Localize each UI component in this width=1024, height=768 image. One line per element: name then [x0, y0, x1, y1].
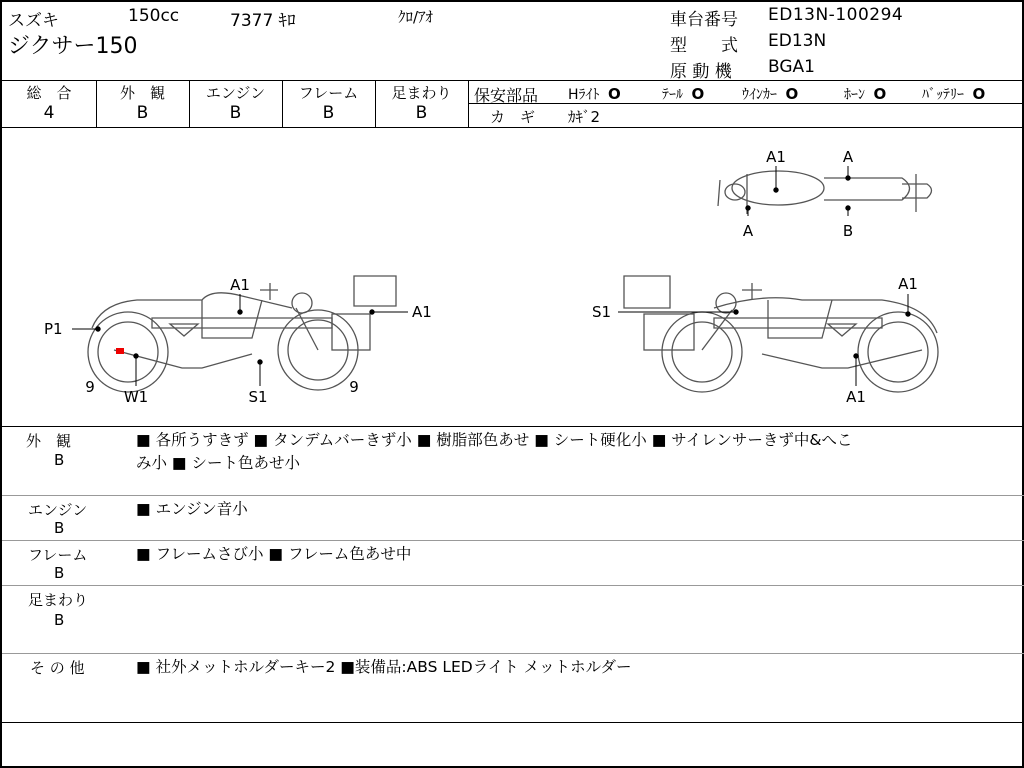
color: ｸﾛ/ｱｵ	[398, 8, 434, 26]
diagram-label: A1	[898, 275, 918, 293]
frame-no: ED13N-100294	[768, 5, 904, 25]
suspension-grade-label: 足まわり	[391, 84, 452, 102]
note-text-exterior-cont: み小 ■ シート色あせ小	[136, 454, 300, 472]
diagram-label: 9	[85, 378, 95, 396]
note-label-suspension: 足まわり	[28, 591, 89, 609]
damage-diagram	[2, 128, 1024, 426]
divider	[2, 80, 1024, 81]
maker: スズキ	[8, 11, 59, 31]
safety-mark: O	[972, 85, 986, 103]
diagram-label: A	[842, 148, 854, 166]
diagram-label: 9	[349, 378, 359, 396]
frame-grade-label: フレーム	[298, 84, 359, 102]
diagram-label: A1	[230, 276, 250, 294]
note-label-frame: フレーム	[28, 546, 88, 564]
safety-item	[742, 84, 798, 104]
key-value: ｶｷﾞ2	[568, 108, 601, 126]
note-label-other: そ の 他	[30, 659, 85, 677]
suspension-grade: B	[415, 103, 428, 123]
safety-item	[568, 84, 621, 104]
frame-grade: B	[322, 103, 335, 123]
diagram-label: S1	[248, 388, 268, 406]
safety-item-name: ｳｲﾝｶｰ	[742, 87, 777, 103]
red-mark	[116, 348, 124, 354]
safety-item	[662, 84, 704, 104]
diagram-label: A	[742, 222, 754, 240]
safety-mark: O	[691, 85, 705, 103]
note-grade-engine: B	[54, 519, 65, 537]
safety-item	[844, 84, 886, 104]
safety-item-name: Hﾗｲﾄ	[568, 87, 600, 103]
safety-label: 保安部品	[474, 86, 539, 105]
safety-mark: O	[607, 85, 621, 103]
note-grade-exterior: B	[54, 451, 65, 469]
safety-mark: O	[873, 85, 887, 103]
diagram-label: B	[842, 222, 854, 240]
diagram-label: A1	[412, 303, 432, 321]
bike-right-view	[624, 276, 938, 392]
divider	[2, 653, 1024, 654]
note-text-other: ■ 社外メットホルダーキー2 ■装備品:ABS LEDライト メットホルダー	[136, 658, 632, 676]
note-text-frame: ■ フレームさび小 ■ フレーム色あせ中	[136, 545, 412, 563]
frame-no-label: 車台番号	[670, 10, 738, 30]
engine-label: 原 動 機	[670, 62, 732, 82]
diagram-label: A1	[766, 148, 786, 166]
engine-grade-label: エンジン	[205, 84, 266, 102]
mileage: 7377 ｷﾛ	[230, 11, 296, 31]
total-label: 総 合	[26, 84, 72, 102]
safety-item-name: ﾎｰﾝ	[844, 87, 865, 103]
displacement: 150cc	[128, 6, 180, 26]
divider	[2, 426, 1024, 427]
diagram-label: W1	[123, 388, 149, 406]
diagram-label: P1	[44, 320, 63, 338]
key-label: カ ギ	[490, 108, 536, 126]
note-label-engine: エンジン	[28, 501, 88, 519]
note-text-exterior: ■ 各所うすきず ■ タンデムバーきず小 ■ 樹脂部色あせ ■ シート硬化小 ■ サイレンサーきず中&へこ	[136, 431, 853, 449]
divider	[2, 540, 1024, 541]
exterior-grade: B	[136, 103, 149, 123]
type-label: 型 式	[670, 36, 738, 56]
exterior-label: 外 観	[119, 84, 165, 102]
model-name: ジクサー150	[8, 34, 138, 59]
safety-item-name: ﾃｰﾙ	[662, 87, 683, 103]
safety-item-name: ﾊﾞｯﾃﾘｰ	[922, 87, 964, 103]
safety-item	[922, 84, 985, 104]
divider	[2, 495, 1024, 496]
diagram-label: S1	[592, 303, 612, 321]
note-grade-frame: B	[54, 564, 65, 582]
note-label-exterior: 外 観	[26, 432, 72, 450]
diagram-label: A1	[846, 388, 866, 406]
divider	[2, 722, 1024, 723]
safety-mark: O	[785, 85, 799, 103]
total-grade: 4	[43, 103, 55, 123]
engine-value: BGA1	[768, 57, 815, 77]
type-value: ED13N	[768, 31, 827, 51]
note-text-engine: ■ エンジン音小	[136, 500, 248, 518]
engine-grade: B	[229, 103, 242, 123]
note-grade-suspension: B	[54, 611, 65, 629]
divider	[2, 585, 1024, 586]
